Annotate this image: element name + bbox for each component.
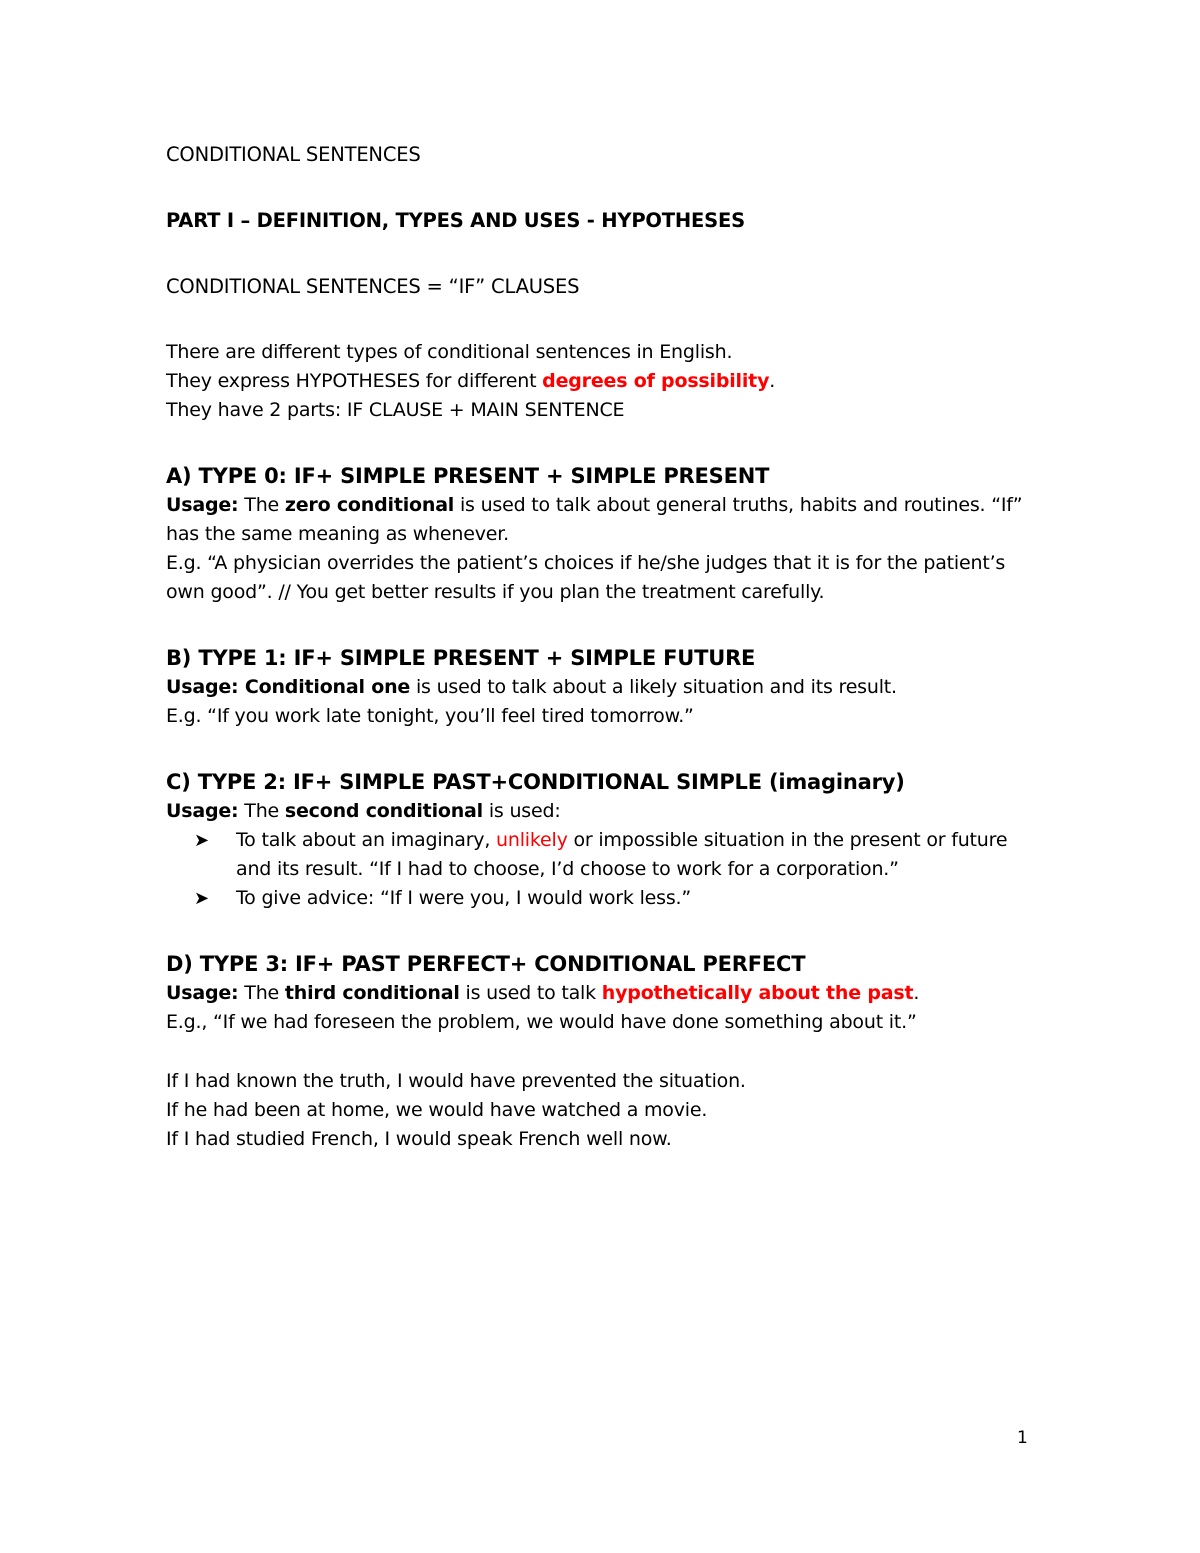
type2-heading: C) TYPE 2: IF+ SIMPLE PAST+CONDITIONAL SIMPLE (imaginary) — [166, 770, 905, 794]
usage-text: The — [238, 800, 285, 822]
highlight-degrees-of-possibility: degrees of possibility — [542, 370, 770, 392]
type3-usage — [166, 979, 1046, 1008]
type1-heading: B) TYPE 1: IF+ SIMPLE PRESENT + SIMPLE FUTURE — [166, 646, 756, 670]
usage-label: Usage: — [166, 494, 239, 516]
usage-text: is used to talk — [459, 982, 602, 1004]
type0-example: E.g. “A physician overrides the patient’s choices if he/she judges that it is for the patient’s own good”. // You get better results if you plan the treatment carefully. — [166, 552, 1006, 603]
usage-text: The — [238, 494, 285, 516]
document-body — [166, 140, 1046, 1154]
page-number: 1 — [1017, 1428, 1028, 1448]
bullet-text: To give advice: “If I were you, I would work less.” — [236, 887, 692, 909]
arrowhead-bullet-icon: ➤ — [194, 888, 209, 909]
usage-text: is used to talk about a likely situation and its result. — [410, 676, 897, 698]
arrowhead-bullet-icon: ➤ — [194, 830, 209, 851]
intro-line-1: There are different types of conditional sentences in English. — [166, 341, 733, 363]
bullet-text: To talk about an imaginary, — [236, 829, 497, 851]
term-third-conditional: third conditional — [284, 982, 460, 1004]
usage-text: is used to talk about general truths, habits and routines. “If” has the same meaning as whenever. — [166, 494, 1023, 545]
part-title: PART I – DEFINITION, TYPES AND USES - HYPOTHESES — [166, 209, 745, 232]
document-title: CONDITIONAL SENTENCES — [166, 143, 421, 166]
usage-label: Usage: — [166, 982, 239, 1004]
type1-usage — [166, 673, 1046, 702]
type3-heading: D) TYPE 3: IF+ PAST PERFECT+ CONDITIONAL PERFECT — [166, 952, 806, 976]
bullet-text: or impossible situation in the present or future and its result. “If I had to choose, I’d choose to work for a corporation.” — [236, 829, 1008, 880]
intro-period: . — [769, 370, 776, 392]
subtitle: CONDITIONAL SENTENCES = “IF” CLAUSES — [166, 275, 580, 298]
example-sentence-1: If I had known the truth, I would have prevented the situation. — [166, 1070, 746, 1092]
usage-text: The — [238, 982, 285, 1004]
usage-label: Usage: — [166, 800, 239, 822]
list-item — [166, 826, 1046, 884]
type0-usage — [166, 491, 1046, 549]
example-sentence-2: If he had been at home, we would have watched a movie. — [166, 1099, 708, 1121]
type2-usage — [166, 797, 1046, 826]
example-sentence-3: If I had studied French, I would speak French well now. — [166, 1128, 672, 1150]
usage-label: Usage: — [166, 676, 239, 698]
type2-bullet-list — [166, 826, 1046, 913]
term-conditional-one: Conditional one — [238, 676, 411, 698]
type1-example: E.g. “If you work late tonight, you’ll feel tired tomorrow.” — [166, 705, 694, 727]
intro-text: They express HYPOTHESES for different — [166, 370, 543, 392]
term-zero-conditional: zero conditional — [284, 494, 455, 516]
type3-example: E.g., “If we had foreseen the problem, we would have done something about it.” — [166, 1011, 917, 1033]
list-item — [166, 884, 1046, 913]
term-second-conditional: second conditional — [284, 800, 483, 822]
intro-line-3: They have 2 parts: IF CLAUSE + MAIN SENTENCE — [166, 399, 625, 421]
highlight-hypothetically-about-the-past: hypothetically about the past — [601, 982, 914, 1004]
highlight-unlikely: unlikely — [496, 829, 568, 851]
usage-text: is used: — [483, 800, 561, 822]
type0-heading: A) TYPE 0: IF+ SIMPLE PRESENT + SIMPLE PRESENT — [166, 464, 770, 488]
usage-text: . — [913, 982, 920, 1004]
intro-line-2 — [166, 367, 1046, 396]
